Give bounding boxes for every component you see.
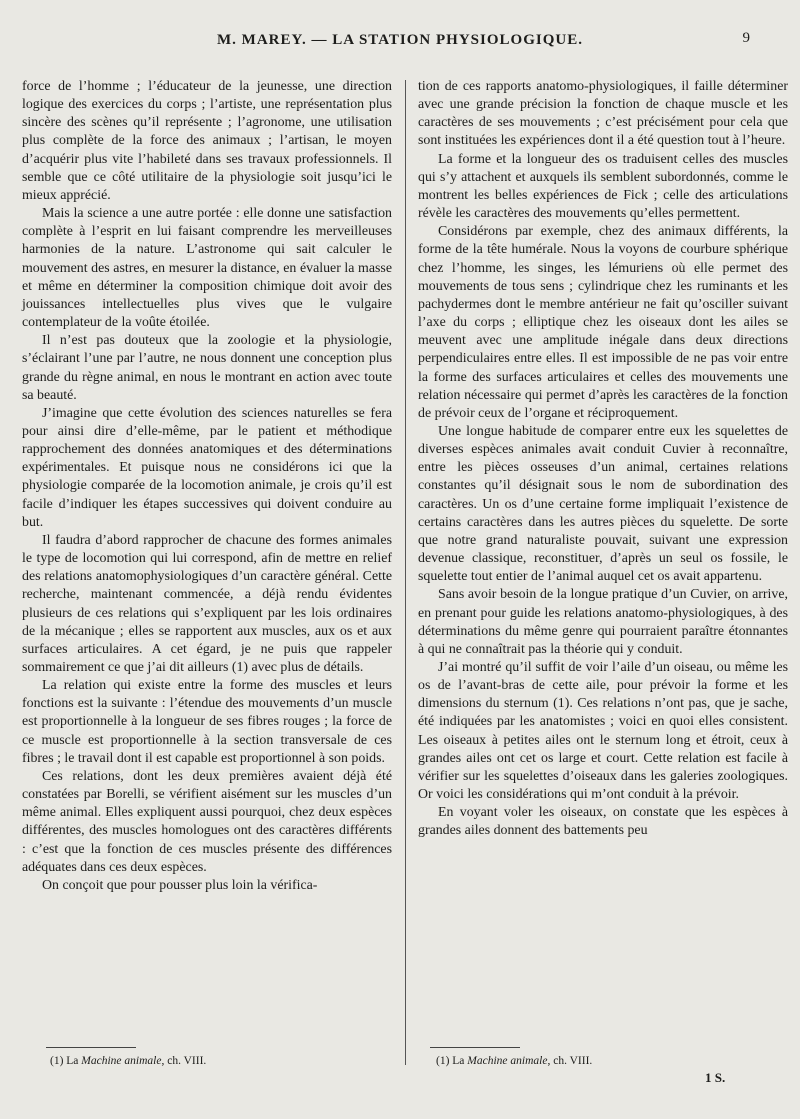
footnote-prefix: (1) La [436,1055,468,1067]
page-number: 9 [742,30,750,46]
paragraph: J’ai montré qu’il suffit de voir l’aile d’un oiseau, ou même les os de l’avant-bras de cette aile, pour prévoir la forme et les dimensions du sternum (1). Ces relations n’ont pas, que je sache, été indiquées par les anatomistes ; voici en quoi elles consistent. Les oiseaux à petites ailes ont le sternum long et étroit, ceux à grandes ailes ont cet os large et court. Cette relation est facile à vérifier sur les squelettes d’oiseaux dans les galeries zoologiques. Or voici les considérations qui m’ont conduit à la prévoir. [418,660,788,803]
footnote-left [50,1055,206,1067]
paragraph: En voyant voler les oiseaux, on constate que les espèces à grandes ailes donnent des battements peu [418,805,788,839]
left-column [22,78,392,895]
paragraph: La forme et la longueur des os traduisent celles des muscles qui s’y attachent et auxquels ils semblent subordonnés, comme le montrent les belles expériences de Fick ; celle des articulations révèle les caractères des mouvements qu’elles permettent. [418,151,788,222]
footnote-suffix: , ch. VIII. [161,1055,207,1067]
paragraph: force de l’homme ; l’éducateur de la jeunesse, une direction logique des exercices du corps ; l’artiste, une représentation plus sincère des scènes qu’il représente ; l’agronome, une utilisation plus complète de la force des animaux ; l’artisan, le moyen d’acquérir plus vite l’habileté dans ses travaux professionnels. Il semble que ce côté utilitaire de la physiologie soit jusqu’ici le mieux apprécié. [22,79,392,203]
signature-mark: 1 S. [705,1070,726,1085]
footnote-rule [46,1047,136,1048]
right-column [418,78,788,841]
footnote-prefix: (1) La [50,1055,82,1067]
footnote-title: Machine animale [81,1055,162,1067]
paragraph: Il n’est pas douteux que la zoologie et la physiologie, s’éclairant l’une par l’autre, ne nous donnent une conception plus grande du règne animal, en nous le montrant en action avec toute sa beauté. [22,333,392,403]
paragraph: Une longue habitude de comparer entre eux les squelettes de diverses espèces animales avait conduit Cuvier à reconnaître, entre les pièces osseuses d’un animal, certaines relations constantes qu’il désignait sous le nom de subordination des caractères. Un os d’une certaine forme impliquait l’existence de certains caractères dans les autres pièces du squelette. De sorte que notre grand naturaliste pouvait, suivant une expression devenue classique, reconstituer, d’après un seul os fossile, le squelette tout entier de l’animal auquel cet os avait appartenu. [418,423,788,585]
paragraph: Ces relations, dont les deux premières avaient déjà été constatées par Borelli, se vérifient aisément sur les muscles d’un même animal. Elles expliquent aussi pourquoi, chez deux espèces différentes, des muscles homologues ont des caractères différents : c’est que la fonction de ces muscles présente des différences adéquates dans ces deux espèces. [22,768,392,875]
footnote-suffix: , ch. VIII. [547,1055,593,1067]
footnote-right [436,1055,592,1067]
paragraph: tion de ces rapports anatomo-physiologiques, il faille déterminer avec une grande précision la fonction de chaque muscle et les caractères de ses mouvements ; c’est précisément pour cela que sont instituées les expériences dont il a été question tout à l’heure. [418,79,788,149]
paragraph: Sans avoir besoin de la longue pratique d’un Cuvier, on arrive, en prenant pour guide les relations anatomo-physiologiques, à des déterminations du même genre qui pourraient paraître étonnantes à qui ne connaîtrait pas la théorie qui y conduit. [418,587,788,657]
paragraph: La relation qui existe entre la forme des muscles et leurs fonctions est la suivante : l’étendue des mouvements d’un muscle est proportionnelle à la longueur de ses fibres rouges ; la force de ce muscle est proportionnelle à la section transversale de ces fibres ; le travail dont il est capable est proportionnel à son poids. [22,678,392,766]
paragraph: On conçoit que pour pousser plus loin la vérifica- [42,877,318,893]
page-header [0,30,800,52]
paragraph: Considérons par exemple, chez des animaux différents, la forme de la tête humérale. Nous la voyons de courbure sphérique chez l’homme, les singes, les lémuriens où elle permet des mouvements de tous sens ; cylindrique chez les ruminants et les pachydermes dont le membre antérieur ne fait qu’osciller suivant l’axe du corps ; elliptique chez les oiseaux dont les ailes se meuvent avec une amplitude inégale dans deux directions perpendiculaires entre elles. Il est impossible de ne pas voir entre la forme des surfaces articulaires et celles des mouvements une relation nécessaire qui permet d’après les caractères de la fonction de prévoir ceux de l’organe et réciproquement. [418,224,788,421]
footnote-title: Machine animale [467,1055,548,1067]
paragraph: J’imagine que cette évolution des sciences naturelles se fera pour ainsi dire d’elle-même, par le patient et méthodique rapprochement des données anatomiques et des déterminations expérimentales. Et puisque nous ne considérons ici que la physiologie comparée de la locomotion animale, je crois qu’il est facile d’indiquer les étapes successives qui doivent conduire au but. [22,405,392,530]
paragraph: Il faudra d’abord rapprocher de chacune des formes animales le type de locomotion qui lui correspond, afin de mettre en relief des relations anatomophysiologiques d’un caractère général. Cette recherche, maintenant commencée, a déjà rendu évidentes plusieurs de ces relations qui s’expliquent par les lois ordinaires de la mécanique ; elles se rapportent aux muscles, aux os et aux surfaces articulaires. A cet égard, je ne puis que rappeler sommairement ce que j’ai dit ailleurs (1) avec plus de détails. [22,532,392,675]
running-title: M. MAREY. — LA STATION PHYSIOLOGIQUE. [217,32,583,48]
footnote-rule [430,1047,520,1048]
paragraph: Mais la science a une autre portée : elle donne une satisfaction complète à l’esprit en lui faisant comprendre les merveilleuses harmonies de la nature. L’astronome qui sait calculer le mouvement des astres, en mesurer la distance, en évaluer la masse et même en déterminer la composition chimique doit avoir des jouissances intellectuelles plus vives que le vulgaire contemplateur de la voûte étoilée. [22,206,392,331]
column-divider [405,80,406,1065]
